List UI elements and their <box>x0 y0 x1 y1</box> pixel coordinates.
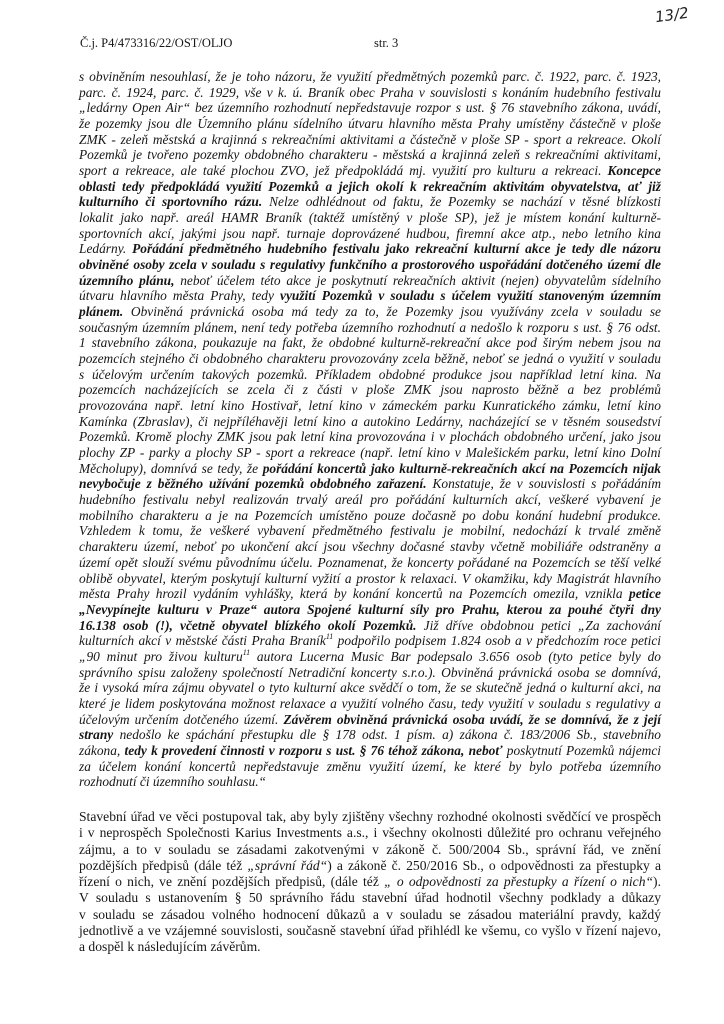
text-line <box>79 351 661 367</box>
text-line <box>79 743 661 759</box>
text-line <box>79 858 661 874</box>
text-line <box>79 508 661 524</box>
page-number: str. 3 <box>374 36 399 50</box>
text-segment: nedošlo ke spáchání přestupku dle § 178 odst. 1 písm. a) zákona č. 183/2006 Sb., stavebního <box>113 727 661 743</box>
text-line <box>79 809 661 825</box>
text-segment: charakteru území, neboť po ukončení akcí jsou všechny dočasné stavby včetně mobiliáře odstraněny a <box>79 539 661 555</box>
text-segment: „ledárny Open Air“ bez územního rozhodnutí nepředstavuje rozpor s ust. § 76 stavebního zákona, uvádí, <box>79 100 661 116</box>
emphasized-text: pořádání koncertů jako kulturně-rekreačních akcí na Pozemcích nijak <box>262 460 661 476</box>
text-segment: „ o odpovědnosti za přestupky a řízení o nich“ <box>384 874 654 889</box>
text-line <box>79 429 661 445</box>
text-line <box>79 539 661 555</box>
text-segment: oblibě obyvatel, kterým poskytují kulturní vyžití a prostor k relaxaci. V okamžiku, kdy Magistrát hlavního <box>79 570 661 586</box>
text-line <box>79 179 661 195</box>
text-line <box>79 602 661 618</box>
text-line <box>79 69 661 85</box>
text-segment: neboť účelem této akce je poskytnutí rekreačních aktivit (nejen) obyvatelům sídelního <box>174 272 661 288</box>
text-segment: v souladu se zásadou volného hodnocení důkazů a v souladu se zásadou materiální pravdy, každý <box>79 906 661 922</box>
text-line <box>79 85 661 101</box>
text-segment: Ledárny. <box>79 241 133 257</box>
text-line <box>79 633 661 649</box>
text-line <box>79 414 661 430</box>
emphasized-text: Závěrem obviněná právnická osoba uvádí, že se domnívá, že z její <box>283 711 661 727</box>
text-line <box>79 398 661 414</box>
text-segment: Nelze odhlédnout od faktu, že Pozemky se nachází v těsné blízkosti <box>262 194 661 210</box>
emphasized-text: petice <box>629 586 661 602</box>
text-segment: území opět slouží svému původnímu účelu. Poznamenat, že koncerty pořádané na Pozemcích se těší velké <box>79 554 661 570</box>
emphasized-text: využití Pozemků v souladu s účelem využití stanoveným územním <box>280 288 662 304</box>
text-line <box>79 320 661 336</box>
text-line <box>79 649 661 665</box>
text-segment: hudebního festivalu nebyl realizován trvalý areál pro pořádání kulturních akcí, veškeré vybavení je <box>79 492 661 508</box>
text-line <box>79 461 661 477</box>
text-line <box>79 759 661 775</box>
emphasized-text: Pořádání předmětného hudebního festivalu jako rekreační kulturní akce je tedy dle názoru <box>132 241 661 257</box>
text-segment: Stavební úřad ve věci postupoval tak, aby byly zjištěny všechny rozhodné okolnosti svědčící ve prospěch <box>79 809 661 824</box>
text-segment: pozdějších předpisů (dále též <box>79 857 248 873</box>
text-line <box>79 523 661 539</box>
emphasized-text: tedy k provedení činnosti v rozporu s ust. § 76 téhož zákona, neboť <box>124 742 503 758</box>
text-line <box>79 367 661 383</box>
text-line <box>79 116 661 132</box>
text-segment: ) a zákoně č. 250/2016 Sb., o odpovědnosti za přestupky a <box>327 857 661 873</box>
text-line <box>79 618 661 634</box>
text-segment: „správní řád“ <box>247 857 328 873</box>
text-segment: Kamínka (Zbraslav), či nejpříléhavěji letní kino a autokino Ledárny, nacházející se v těsném sousedství <box>79 413 661 429</box>
footnote-marker: 11 <box>242 647 251 657</box>
text-line <box>79 571 661 587</box>
text-line <box>79 712 661 728</box>
reference-number: Č.j. P4/473316/22/OST/OLJO <box>80 36 233 50</box>
text-segment: které je lidem poskytována možnost relaxace a využití volného času, tedy využití v souladu s regulativy a <box>79 695 661 711</box>
text-line <box>79 132 661 148</box>
text-line <box>79 586 661 602</box>
emphasized-text: Koncepce <box>607 163 661 179</box>
text-line <box>79 241 661 257</box>
text-segment: ). <box>653 874 661 889</box>
text-line <box>79 304 661 320</box>
text-segment: lokalit jako např. areál HAMR Braník (taktéž umístěný v ploše SP), jež je místem konání kulturně- <box>79 210 661 226</box>
text-segment: podpořilo podpisem 1.824 osob a v předchozím roce petici <box>333 633 661 649</box>
text-line <box>79 774 661 790</box>
text-segment: s účelovým určením takových pozemků. Příkladem obdobné produkce jsou například letní kina. Na <box>79 366 661 382</box>
text-segment: mobilního charakteru a je na Pozemcích umístěno pouze dočasně po dobu konání hudební produkce. <box>79 507 661 523</box>
text-line <box>79 696 661 712</box>
text-line <box>79 445 661 461</box>
emphasized-text: územního plánu, <box>79 272 175 288</box>
text-segment: s obviněním nesouhlasí, že je toho názoru, že využití předmětných pozemků parc. č. 1922, parc. č. 1923, <box>79 69 661 84</box>
emphasized-text: nevybočuje z běžného užívání pozemků obdobného zařazení. <box>79 476 427 492</box>
text-line <box>79 288 661 304</box>
text-line <box>79 680 661 696</box>
emphasized-text: 16.138 osob (!), včetně obyvatel blízkého okolí Pozemků. <box>79 617 417 633</box>
text-segment: sportovních akcí, jakými jsou např. turnaje doprovázené hudbou, firemní akce atp., nebo letního kina <box>79 225 661 241</box>
text-segment: Pozemků. Kromě plochy ZMK jsou pak letní kina provozována i v plochách obdobného určení, jako jsou <box>79 429 661 445</box>
emphasized-text: oblasti tedy předpokládá využití Pozemků a jejich okolí k rekreačním aktivitám obyvatelstva, ať již <box>79 178 661 194</box>
text-line <box>79 842 661 858</box>
text-segment: zákona, <box>79 742 125 758</box>
emphasized-text: strany <box>79 727 114 743</box>
text-segment: Konstatuje, že v souvislosti s pořádáním <box>426 476 661 492</box>
text-segment: současným územním plánem, není tedy potřeba územního rozhodnutí a nedošlo k rozporu s ust. § 76 odst. <box>79 319 661 335</box>
text-segment: „90 minut pro živou kulturu <box>79 648 243 664</box>
text-segment: že pozemky jsou dle Územního plánu sídelního útvaru hlavního města Prahy umístěny částečně v ploše <box>79 116 661 132</box>
text-line <box>79 665 661 681</box>
footnote-marker: 11 <box>325 632 334 642</box>
text-line <box>79 210 661 226</box>
text-segment: sport a rekreace, ale také plochou ZVO, jež předpokládá mj. využití pro kulturu a rekreaci. <box>79 163 608 179</box>
text-line <box>79 923 661 939</box>
text-segment: a dospěl k následujícím závěrům. <box>79 939 261 954</box>
text-segment: Měcholupy), domnívá se tedy, že <box>79 460 263 476</box>
text-segment: účelovým určením dotčeného území. <box>79 711 284 727</box>
text-segment: kulturních akcí v městské části Praha Braník <box>79 633 326 649</box>
emphasized-text: „Nevypínejte kulturu v Praze“ autora Spojené kulturní síly pro Prahu, kterou za pouhé čtyři dny <box>79 601 661 617</box>
text-segment: Již dříve obdobnou petici „Za zachování <box>416 617 661 633</box>
text-segment: autora Lucerna Music Bar podepsalo 3.656 osob (tyto petice byly do <box>250 648 662 664</box>
text-segment: pozemcích nacházejících se zcela či z části v ploše ZMK jsou naprosto běžně a bez problémů <box>79 382 661 398</box>
text-line <box>79 890 661 906</box>
text-segment: Pozemků je tvořeno pozemky obdobného charakteru - městská a krajinná zeleň s rekreačními aktivitami, <box>79 147 661 163</box>
text-line <box>79 257 661 273</box>
text-line <box>79 874 661 890</box>
text-line <box>79 147 661 163</box>
text-line <box>79 555 661 571</box>
text-segment: poskytnutí Pozemků nájemci <box>502 742 661 758</box>
text-line <box>79 163 661 179</box>
text-segment: provozována např. letní kino Hostivař, letní kino v zámeckém parku Kunratického zámku, letní kino <box>79 398 661 414</box>
text-line <box>79 476 661 492</box>
text-segment: rozhodnutí či územního souhlasu.“ <box>79 774 266 790</box>
text-segment: zájmu, a to v souladu se zásadami zakotvenými v zákoně č. 500/2004 Sb., správní řád, ve znění <box>79 841 661 857</box>
text-segment: ZMK - zeleň městská a krajinná s rekreačními aktivitami a částečně v ploše SP - sport a rekreace. Okolí <box>79 131 661 147</box>
text-line <box>79 194 661 210</box>
text-line <box>79 335 661 351</box>
text-segment: Obviněná právnická osoba má tedy za to, že Pozemky jsou využívány zcela v souladu se <box>123 304 661 320</box>
text-segment: i v neprospěch Společnosti Karius Investments a.s., i všechny okolnosti důležité pro ochranu veřejného <box>79 825 661 841</box>
text-line <box>79 382 661 398</box>
text-line <box>79 273 661 289</box>
text-segment: jednotlivě a ve vzájemné souvislosti, současně stavební úřad přihlédl ke všemu, co vyšlo v řízení najevo, <box>79 922 661 938</box>
text-segment: řízení o nich, ve znění pozdějších předpisů, (dále též <box>79 874 385 889</box>
findings-paragraph <box>79 809 661 955</box>
handwritten-folio-number: 13/2 <box>653 3 690 27</box>
text-segment: města Prahy hrozil vydáním vyhlášky, která by konání koncertů na Pozemcích omezila, vznikla <box>79 586 630 602</box>
text-segment: správního spisu založeny společností Netradiční koncerty s.r.o.). Obviněná právnická osoba se domnívá, <box>79 664 661 680</box>
text-line <box>79 907 661 923</box>
quoted-statement-paragraph <box>79 69 661 790</box>
text-segment: pozemcích stejného či obdobného charakteru provozovány zcela běžně, neboť se jedná o využití v souladu <box>79 351 661 367</box>
text-line <box>79 226 661 242</box>
text-segment: V souladu s ustanovením § 50 správního řádu stavební úřad hodnotil všechny podklady a důkazy <box>79 890 661 906</box>
emphasized-text: obviněné osoby zcela v souladu s regulativy funkčního a prostorového uspořádání dotčeného území dle <box>79 257 661 273</box>
emphasized-text: plánem. <box>79 304 124 320</box>
text-line <box>79 492 661 508</box>
text-line <box>79 727 661 743</box>
text-segment: Vzhledem k tomu, že veškeré vybavení předmětného festivalu je mobilní, nedochází k trvalé změně <box>79 523 661 539</box>
text-segment: za účelem konání koncertů nepředstavuje změnu využití území, ke které by bylo potřeba územního <box>79 758 661 774</box>
text-segment: 1 stavebního zákona, poukazuje na fakt, že obdobné kulturně-rekreační akce pod širým nebem jsou na <box>79 335 661 351</box>
text-line <box>79 939 661 955</box>
text-segment: útvaru hlavního města Prahy, tedy <box>79 288 280 304</box>
text-line <box>79 100 661 116</box>
emphasized-text: kulturního či sportovního rázu. <box>79 194 263 210</box>
text-line <box>79 825 661 841</box>
text-segment: že i vysoká míra zájmu obyvatel o tyto kulturní akce svědčí o tom, že se skutečně jedná o kulturní akci, na <box>79 680 661 696</box>
text-segment: plochy ZP - parky a plochy SP - sport a rekreace (např. letní kino v Malešickém parku, letní kino Dolní <box>79 445 661 461</box>
text-segment: parc. č. 1924, parc. č. 1929, vše v k. ú. Braník obec Praha v souvislosti s konáním hudebního festivalu <box>79 84 661 100</box>
